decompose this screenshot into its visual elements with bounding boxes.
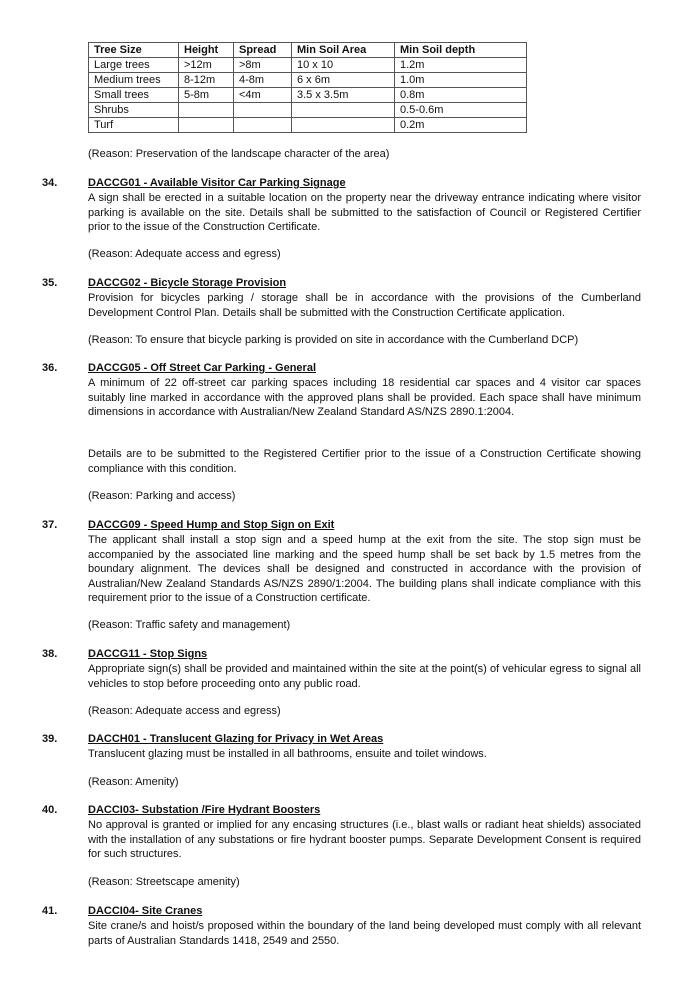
condition-paragraph: Translucent glazing must be installed in all bathrooms, ensuite and toilet windows. <box>88 748 487 760</box>
table-row <box>89 58 527 73</box>
table-cell <box>234 103 292 118</box>
table-cell: Large trees <box>89 58 179 73</box>
table-cell: Turf <box>89 118 179 133</box>
table-header-row <box>89 43 527 58</box>
condition-number: 37. <box>42 519 58 531</box>
reason-text: (Reason: To ensure that bicycle parking is provided on site in accordance with the Cumberland DCP) <box>88 334 579 346</box>
table-cell: 0.8m <box>395 88 527 103</box>
table-cell: 10 x 10 <box>292 58 395 73</box>
condition-paragraph: A minimum of 22 off-street car parking spaces including 18 residential car spaces and 4 visitor car spaces suitably line marked in accordance with the approved plans shall be provided. Each space shall have minimum dimensions in accordance with Australian/New Zealand Standard AS/NZS 2890.1:2004. <box>88 377 641 418</box>
header-cell: Tree Size <box>89 43 179 58</box>
reason-text: (Reason: Adequate access and egress) <box>88 248 281 260</box>
condition-title: DACCH01 - Translucent Glazing for Privacy in Wet Areas <box>88 733 384 745</box>
table-cell: Medium trees <box>89 73 179 88</box>
condition-paragraph: Details are to be submitted to the Registered Certifier prior to the issue of a Construction Certificate showing compliance with this condition. <box>88 448 641 475</box>
condition-paragraph: A sign shall be erected in a suitable location on the property near the driveway entrance indicating where visitor parking is available on the site. Details shall be submitted to the satisfaction of Council or Registered Certifier prior to the issue of the Construction Certificate. <box>88 192 641 233</box>
table-row <box>89 103 527 118</box>
table-cell <box>179 118 234 133</box>
condition-number: 36. <box>42 362 58 374</box>
table-row <box>89 73 527 88</box>
condition-number: 39. <box>42 733 58 745</box>
reason-text: (Reason: Adequate access and egress) <box>88 705 281 717</box>
table-cell <box>292 103 395 118</box>
table-cell: 6 x 6m <box>292 73 395 88</box>
table-cell: 3.5 x 3.5m <box>292 88 395 103</box>
condition-number: 38. <box>42 648 58 660</box>
condition-paragraph: The applicant shall install a stop sign and a speed hump at the exit from the site. The stop sign must be accompanied by the associated line marking and the speed hump shall be set back by 1.5 metres from the boundary alignment. The devices shall be designed and constructed in accordance with the provision of Australian/New Zealand Standards AS/NZS 2890/1:2004. The building plans shall indicate compliance with this requirement prior to the issue of a Construction certificate. <box>88 534 641 604</box>
table-cell: 0.2m <box>395 118 527 133</box>
header-cell: Spread <box>234 43 292 58</box>
table-cell: 0.5-0.6m <box>395 103 527 118</box>
reason-text: (Reason: Traffic safety and management) <box>88 619 291 631</box>
condition-title: DACCI04- Site Cranes <box>88 905 203 917</box>
condition-paragraph: Provision for bicycles parking / storage shall be in accordance with the provisions of the Cumberland Development Control Plan. Details shall be submitted with the Construction Certificate application. <box>88 292 641 319</box>
header-cell: Min Soil depth <box>395 43 527 58</box>
condition-paragraph: No approval is granted or implied for any encasing structures (i.e., blast walls or radiant heat shields) associated with the installation of any substations or fire hydrant booster pumps. Separate Development Consent is required for such structures. <box>88 819 641 860</box>
header-cell: Min Soil Area <box>292 43 395 58</box>
condition-paragraph: Appropriate sign(s) shall be provided and maintained within the site at the point(s) of vehicular egress to signal all vehicles to stop before proceeding onto any public road. <box>88 663 641 690</box>
reason-text: (Reason: Parking and access) <box>88 490 236 502</box>
condition-title: DACCI03- Substation /Fire Hydrant Boosters <box>88 804 321 816</box>
condition-number: 41. <box>42 905 58 917</box>
table-cell <box>179 103 234 118</box>
condition-number: 35. <box>42 277 58 289</box>
reason-text: (Reason: Preservation of the landscape character of the area) <box>88 148 390 160</box>
table-cell: 5-8m <box>179 88 234 103</box>
table-cell: >8m <box>234 58 292 73</box>
condition-title: DACCG11 - Stop Signs <box>88 648 208 660</box>
table-cell: 1.2m <box>395 58 527 73</box>
condition-number: 34. <box>42 177 58 189</box>
condition-title: DACCG09 - Speed Hump and Stop Sign on Exit <box>88 519 335 531</box>
condition-number: 40. <box>42 804 58 816</box>
reason-text: (Reason: Amenity) <box>88 776 179 788</box>
table-cell <box>292 118 395 133</box>
table-cell: 4-8m <box>234 73 292 88</box>
condition-paragraph: Site crane/s and hoist/s proposed within the boundary of the land being developed must comply with all relevant parts of Australian Standards 1418, 2549 and 2550. <box>88 920 641 947</box>
table-cell: 1.0m <box>395 73 527 88</box>
header-cell: Height <box>179 43 234 58</box>
table-cell: Shrubs <box>89 103 179 118</box>
table-row <box>89 118 527 133</box>
table-cell: <4m <box>234 88 292 103</box>
condition-title: DACCG01 - Available Visitor Car Parking Signage <box>88 177 346 189</box>
table-cell <box>234 118 292 133</box>
condition-title: DACCG05 - Off Street Car Parking - General <box>88 362 317 374</box>
tree-soil-table <box>88 42 527 133</box>
table-cell: 8-12m <box>179 73 234 88</box>
table-cell: Small trees <box>89 88 179 103</box>
table-row <box>89 88 527 103</box>
reason-text: (Reason: Streetscape amenity) <box>88 876 240 888</box>
condition-title: DACCG02 - Bicycle Storage Provision <box>88 277 287 289</box>
table-cell: >12m <box>179 58 234 73</box>
